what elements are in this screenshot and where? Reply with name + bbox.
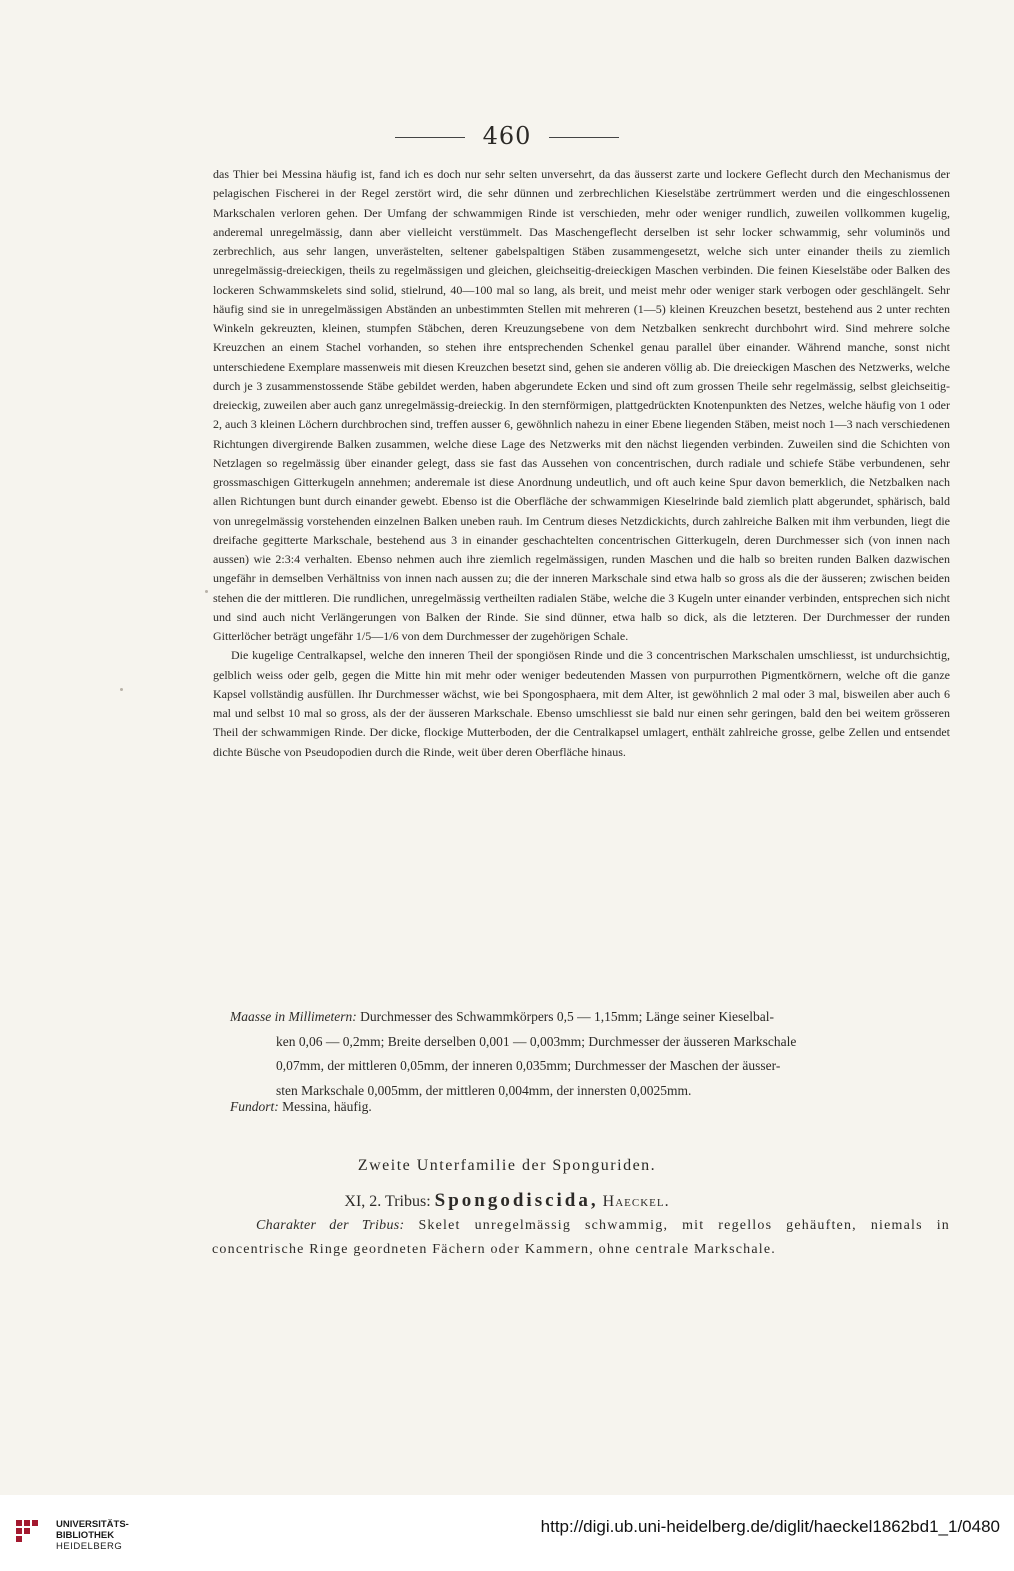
- locality-line: [230, 1099, 372, 1115]
- character-text: Skelet unregelmässig schwammig, mit regellos gehäuften, niemals in concentrische Ringe geordneten Fächern oder Kammern, ohne centrale Markschale.: [212, 1218, 950, 1257]
- paper-speck: [120, 688, 123, 691]
- library-name-line: BIBLIOTHEK: [56, 1530, 115, 1541]
- measurements-line: Durchmesser des Schwammkörpers 0,5 — 1,15mm; Länge seiner Kieselbal-: [360, 1009, 775, 1024]
- tribus-heading: [0, 1190, 1014, 1212]
- subfamily-heading: Zweite Unterfamilie der Sponguriden.: [357, 1157, 657, 1174]
- library-name-line: UNIVERSITÄTS-: [56, 1519, 129, 1530]
- header-rule-left: [395, 137, 465, 138]
- source-url-link[interactable]: http://digi.ub.uni-heidelberg.de/diglit/haeckel1862bd1_1/0480: [540, 1517, 1000, 1536]
- paper-speck: [205, 590, 208, 593]
- page-number: 460: [482, 122, 532, 150]
- university-library-logo: [14, 1518, 50, 1554]
- measurements-line: 0,07mm, der mittleren 0,05mm, der inneren 0,035mm; Durchmesser der Maschen der äusser-: [276, 1058, 781, 1073]
- locality-label: Fundort:: [230, 1099, 279, 1114]
- tribus-name: Spongodiscida,: [434, 1190, 599, 1211]
- tribus-character: [212, 1214, 950, 1262]
- tribus-prefix: XI, 2. Tribus:: [344, 1193, 431, 1210]
- page-header: [0, 122, 1014, 150]
- body-paragraph: das Thier bei Messina häufig ist, fand ich es doch nur sehr selten unversehrt, da das äusserst zarte und lockere Geflecht durch den Mechanismus der pelagischen Fischerei in der Regel zerstört wird, die sehr dünnen und zerbrechlichen Kieselstäbe zertrümmert werden und die eingeschlossenen Markschalen verloren gehen. Der Umfang der schwammigen Rinde ist verschieden, mehr oder weniger rundlich, zuweilen vollkommen kugelig, anderemal unregelmässig, dann aber vielleicht verstümmelt. Das Maschengeflecht derselben ist sehr locker schwammig, sehr voluminös und zerbrechlich, aus sehr langen, unverästelten, seltener gabelspaltigen Stäben zusammengesetzt, welche sich unter einander theils zu ziemlich unregelmässig-dreieckigen, theils zu regelmässigen und gleichen, gleichseitig-dreieckigen Maschen verbinden. Die feinen Kieselstäbe oder Balken des lockeren Schwammskelets sind solid, stielrund, 40—100 mal so lang, als breit, und meist mehr oder weniger stark verbogen oder geschlängelt. Sehr häufig sind sie in unregelmässigen Abständen an unbestimmten Stellen mit mehreren (1—5) kleinen Kreuzchen besetzt, bestehend aus 2 unter rechten Winkeln gekreuzten, kleinen, stumpfen Stäbchen, deren Kreuzungsebene von dem Netzbalken senkrecht durchbohrt wird. Sind mehrere solche Kreuzchen an einem Stachel vorhanden, so stehen ihre entsprechenden Schenkel genau parallel über einander. Während manche, sonst nicht unterschiedene Exemplare massenweis mit diesen Kreuzchen besetzt sind, gehen sie anderen völlig ab. Die dreieckigen Maschen des Netzwerks, welche durch je 3 zusammenstossende Stäbe gebildet werden, haben abgerundete Ecken und sind oft zum grossen Theile sehr regelmässig, selbst gleichseitig-dreieckig, zuweilen aber auch ganz unregelmässig-dreieckig. In den sternförmigen, plattgedrückten Knotenpunkten des Netzes, welche häufig von 1 oder 2, auch 3 kleinen Löchern durchbrochen sind, treffen ausser 6, gewöhnlich nahezu in einer Ebene liegenden Stäben, meist noch 1—3 nach verschiedenen Richtungen divergirende Balken zusammen, welche diese Lage des Netzwerks mit den nächst liegenden verbinden. Zuweilen sind die Schichten von Netzlagen so regelmässig über einander gelegt, dass sie fast das Aussehen von concentrischen, durch radiale und schiefe Stäbe verbundenen, sehr grossmaschigen Gitterkugeln annehmen; anderemale ist diese Anordnung undeutlich, und oft auch keine Spur davon bemerklich, die Netzbalken nach allen Richtungen bunt durch einander gewebt. Ebenso ist die Oberfläche der schwammigen Kieselrinde bald ziemlich platt abgerundet, sphärisch, bald von unregelmässig vorstehenden einzelnen Balken uneben rauh. Im Centrum dieses Netzdickichts, durch zahlreiche Balken mit ihm verbunden, liegt die dreifache gegitterte Markschale, bestehend aus 3 in einander geschachtelten concentrischen Gitterkugeln, deren Durchmesser sich (von innen nach aussen) wie 2:3:4 verhalten. Ebenso nehmen auch ihre ziemlich regelmässigen, runden Maschen und die halb so breiten runden Balken dazwischen ungefähr in demselben Verhältniss von innen nach aussen zu; die der inneren Markschale sind etwa halb so gross als die der äusseren; zwischen beiden stehen die der mittleren. Die rundlichen, unregelmässig vertheilten radialen Stäbe, welche die 3 Kugeln unter einander verbinden, entsprechen sich nicht und sind auch nicht Verlängerungen von Balken der Rinde. Sie sind dünner, etwa halb so dick, als die letzteren. Der Durchmesser der runden Gitterlöcher beträgt ungefähr 1/5—1/6 von dem Durchmesser der zugehörigen Schale.: [213, 167, 950, 643]
- measurements-block: [230, 1005, 950, 1103]
- library-name: [56, 1519, 129, 1552]
- character-label: Charakter der Tribus:: [256, 1218, 405, 1233]
- tribus-author: Haeckel.: [602, 1193, 670, 1210]
- locality-value: Messina, häufig.: [282, 1099, 372, 1114]
- measurements-line: sten Markschale 0,005mm, der mittleren 0,004mm, der innersten 0,0025mm.: [276, 1082, 692, 1098]
- measurements-line: ken 0,06 — 0,2mm; Breite derselben 0,001 — 0,003mm; Durchmesser der äusseren Markschale: [276, 1033, 797, 1049]
- measurements-label: Maasse in Millimetern:: [230, 1009, 357, 1024]
- header-rule-right: [549, 137, 619, 138]
- body-paragraph: Die kugelige Centralkapsel, welche den inneren Theil der spongiösen Rinde und die 3 concentrischen Markschalen umschliesst, ist undurchsichtig, gelblich weiss oder gelb, gegen die Mitte hin mit mehr oder weniger bedeutenden Massen von purpurrothen Pigmentkörnern, welche oft die ganze Kapsel vollständig ausfüllen. Ihr Durchmesser wächst, wie bei Spongosphaera, mit dem Alter, ist gewöhnlich 2 mal oder 3 mal, bisweilen aber auch 6 mal und selbst 10 mal so gross, als der der äusseren Markschale. Ebenso umschliesst sie bald nur einen sehr geringen, bald den bei weitem grösseren Theil der schwammigen Rinde. Der dicke, flockige Mutterboden, der die Centralkapsel umlagert, enthält zahlreiche grosse, gelbe Zellen und entsendet dichte Büsche von Pseudopodien durch die Rinde, weit über deren Oberfläche hinaus.: [213, 648, 950, 759]
- library-name-line: HEIDELBERG: [56, 1541, 123, 1552]
- body-text: [213, 165, 950, 762]
